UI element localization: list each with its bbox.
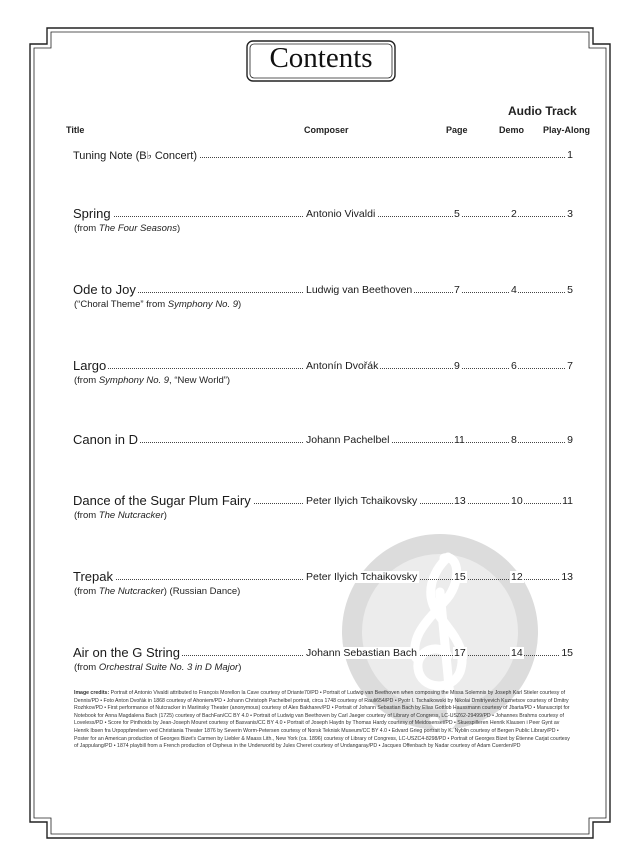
- entry-demo-track: 12: [511, 571, 523, 583]
- entry-page: 15: [454, 571, 466, 583]
- entry-title: Air on the G String: [73, 645, 180, 660]
- entry-composer: Johann Sebastian Bach: [306, 647, 417, 659]
- header-composer: Composer: [304, 125, 349, 135]
- toc-entry[interactable]: [73, 429, 573, 449]
- credits-text: Portrait of Antonio Vivaldi attributed to François Morellon la Cave courtesy of Driante70/PD • Portrait of Ludwig van Beethoven when composing the Missa Solemnis by Joseph Karl Stieler courtesy of Dennis/PD • Foto Anton Dvořák in 1868 courtesy of Ahoniem/PD • Johann Christoph Pachelbel portrait, circa 1748 courtesy of Rauli654/PD • Pyotr I. Tschaikowski by Nikolai Dmitriyevich Kuznetsov courtesy of Dmitry Rozhkov/PD • First performance of Nutcracker in Mariinsky Theater (anonymous) courtesy of Alex Bakharev/PD • Portrait of Johann Sebastian Bach by Elias Gottlob Haussmann courtesy of Jbarta/PD • Manuscript for Notebook for Anna Magdalena Bach (1725) courtesy of BachFan/CC BY 4.0 • Portrait of Ludwig van Beethoven by Carl Jaeger courtesy of Library of Congress, LC-USZ62-29499/PD • Johannes Brahms courtesy of Loveless/PD • Score for Pinthoids by Jean-Joseph Mouret courtesy of Basvanis/CC BY 4.0 • Portrait of Joseph Haydn by Thomas Hardy courtesy of Meidosensei/PD • Skuespilleren Henrik Klausen i Peer Gynt av Henrik Ibsen fra Urpoppførelsen ved Christiania Theater 1876 by Severin Worm-Petersen courtesy of Norsk Teknisk Museum/CC BY 4.0 • Edvard Grieg portrait by K. Nyblin courtesy of Bergen Public Library/PD • Poster for an American production of Georges Bizet's Carmen by Liebler & Maass Lith., New York (ca. 1896) courtesy of Library of Congress, LC-USZC4-8298/PD • Portrait of Georges Bizet by Étienne Carjat courtesy of Jappulang/PD • 1874 playbill from a French production of Orpheus in the Underworld by Jules Cheret courtesy of Undangaray/PD • Jacques Offenbach by Nadar courtesy of Adam Cuerden/PD: [74, 690, 570, 750]
- entry-title: Ode to Joy: [73, 282, 136, 297]
- header-page: Page: [446, 125, 468, 135]
- entry-title: Largo: [73, 358, 107, 373]
- entry-subtitle: (from Symphony No. 9, “New World”): [74, 375, 231, 386]
- entry-play-along-track: 3: [567, 208, 573, 220]
- entry-title: Tuning Note (B♭ Concert): [73, 150, 197, 162]
- header-title: Title: [66, 125, 85, 135]
- toc-entry[interactable]: [73, 566, 573, 597]
- entry-composer: Johann Pachelbel: [306, 434, 390, 446]
- image-credits: [74, 690, 572, 751]
- entry-subtitle: (“Choral Theme” from Symphony No. 9): [74, 299, 242, 310]
- entry-composer: Ludwig van Beethoven: [306, 284, 413, 296]
- entry-play-along-track: 5: [567, 284, 573, 296]
- entry-play-along-track: 9: [567, 434, 573, 446]
- entry-play-along-track: 13: [561, 571, 573, 583]
- toc-entry[interactable]: [73, 355, 573, 386]
- entry-composer: Antonio Vivaldi: [306, 208, 376, 220]
- header-play-along: Play-Along: [543, 125, 591, 135]
- entry-demo-track: 4: [511, 284, 517, 296]
- entry-demo-track: 6: [511, 360, 517, 372]
- toc-entry[interactable]: [73, 642, 573, 673]
- entry-title: Dance of the Sugar Plum Fairy: [73, 493, 251, 508]
- entry-page: 13: [454, 495, 466, 507]
- page-title: Contents: [269, 42, 373, 74]
- entry-demo-track: 10: [511, 495, 523, 507]
- entry-subtitle: (from The Four Seasons): [74, 223, 181, 234]
- entry-play-along-track: 11: [562, 495, 573, 507]
- entry-page: 7: [454, 284, 460, 296]
- toc-entry[interactable]: [73, 203, 573, 234]
- entry-play-along-track: 15: [561, 647, 573, 659]
- entry-play-along-track: 1: [567, 149, 573, 161]
- entry-title: Spring: [73, 206, 111, 221]
- entry-composer: Peter Ilyich Tchaikovsky: [306, 495, 418, 507]
- toc-entry[interactable]: [73, 144, 573, 164]
- entry-page: 11: [454, 434, 465, 446]
- title-plaque: [246, 40, 396, 82]
- entry-subtitle: (from The Nutcracker): [74, 510, 167, 521]
- entry-demo-track: 8: [511, 434, 517, 446]
- entry-subtitle: (from The Nutcracker) (Russian Dance): [74, 586, 241, 597]
- entry-page: 9: [454, 360, 460, 372]
- entry-demo-track: 2: [511, 208, 517, 220]
- entry-title: Canon in D: [73, 432, 139, 447]
- entry-page: 17: [454, 647, 466, 659]
- header-demo: Demo: [499, 125, 525, 135]
- entry-play-along-track: 7: [567, 360, 573, 372]
- entry-composer: Peter Ilyich Tchaikovsky: [306, 571, 418, 583]
- header-audio-track: Audio Track: [508, 104, 577, 118]
- entry-composer: Antonín Dvořák: [306, 360, 379, 372]
- entry-title: Trepak: [73, 569, 113, 584]
- entry-subtitle: (from Orchestral Suite No. 3 in D Major): [74, 662, 242, 673]
- entry-demo-track: 14: [511, 647, 523, 659]
- toc-entry[interactable]: [73, 490, 573, 521]
- credits-label: Image credits:: [74, 690, 110, 696]
- entry-page: 5: [454, 208, 460, 220]
- toc-entry[interactable]: [73, 279, 573, 310]
